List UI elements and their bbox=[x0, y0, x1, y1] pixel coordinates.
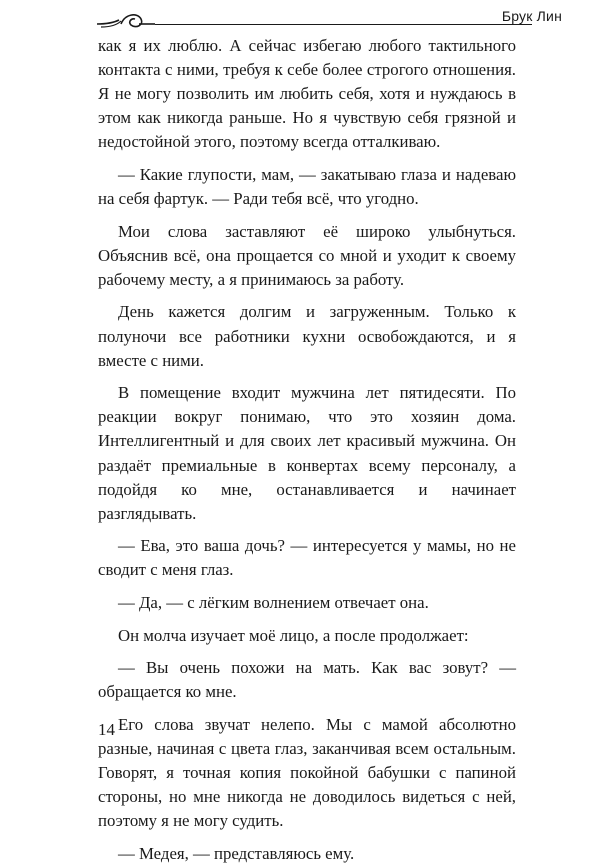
paragraph: как я их люблю. А сейчас избегаю любого тактильного контакта с ними, требуя к себе более строгого отношения. Я не могу позволить им любить себя, хотя и нуждаюсь в этом как никогда раньше. Но я чувствую себя грязной и недостойной этого, поэтому всегда отталкиваю. bbox=[98, 36, 516, 152]
paragraph: В помещение входит мужчина лет пятидесяти. По реакции вокруг понимаю, что это хозяин дома. Интеллигентный и для своих лет красивый мужчина. Он раздаёт премиальные в конвертах всему персоналу, а подойдя ко мне, останавливается и начинает разглядывать. bbox=[98, 383, 516, 523]
body-text bbox=[98, 34, 516, 866]
paragraph: — Ева, это ваша дочь? — интересуется у мамы, но не сводит с меня глаз. bbox=[98, 536, 516, 580]
page-header bbox=[0, 0, 600, 34]
header-rule bbox=[155, 24, 532, 25]
paragraph: Его слова звучат нелепо. Мы с мамой абсолютно разные, начиная с цвета глаз, заканчивая всем остальным. Говорят, я точная копия покойной бабушки с папиной стороны, но мне никогда не доводилось видеться с ней, поэтому я не могу судить. bbox=[98, 714, 516, 831]
ornament-icon bbox=[95, 6, 155, 32]
paragraph: День кажется долгим и загруженным. Только к полуночи все работники кухни освобождаются, и я вместе с ними. bbox=[98, 302, 516, 370]
paragraph: — Какие глупости, мам, — закатываю глаза и надеваю на себя фартук. — Ради тебя всё, что угодно. bbox=[98, 164, 516, 209]
running-head: Брук Лин bbox=[501, 8, 562, 24]
paragraph: — Медея, — представляюсь ему. bbox=[118, 843, 355, 863]
paragraph: Мои слова заставляют её широко улыбнуться. Объяснив всё, она прощается со мной и уходит к своему рабочему месту, а я принимаюсь за работу. bbox=[98, 221, 516, 289]
paragraph: Он молча изучает моё лицо, а после продолжает: bbox=[118, 625, 469, 645]
page-number: 14 bbox=[98, 720, 115, 739]
paragraph: — Вы очень похожи на мать. Как вас зовут? — обращается ко мне. bbox=[98, 658, 516, 702]
paragraph: — Да, — с лёгким волнением отвечает она. bbox=[118, 592, 429, 612]
